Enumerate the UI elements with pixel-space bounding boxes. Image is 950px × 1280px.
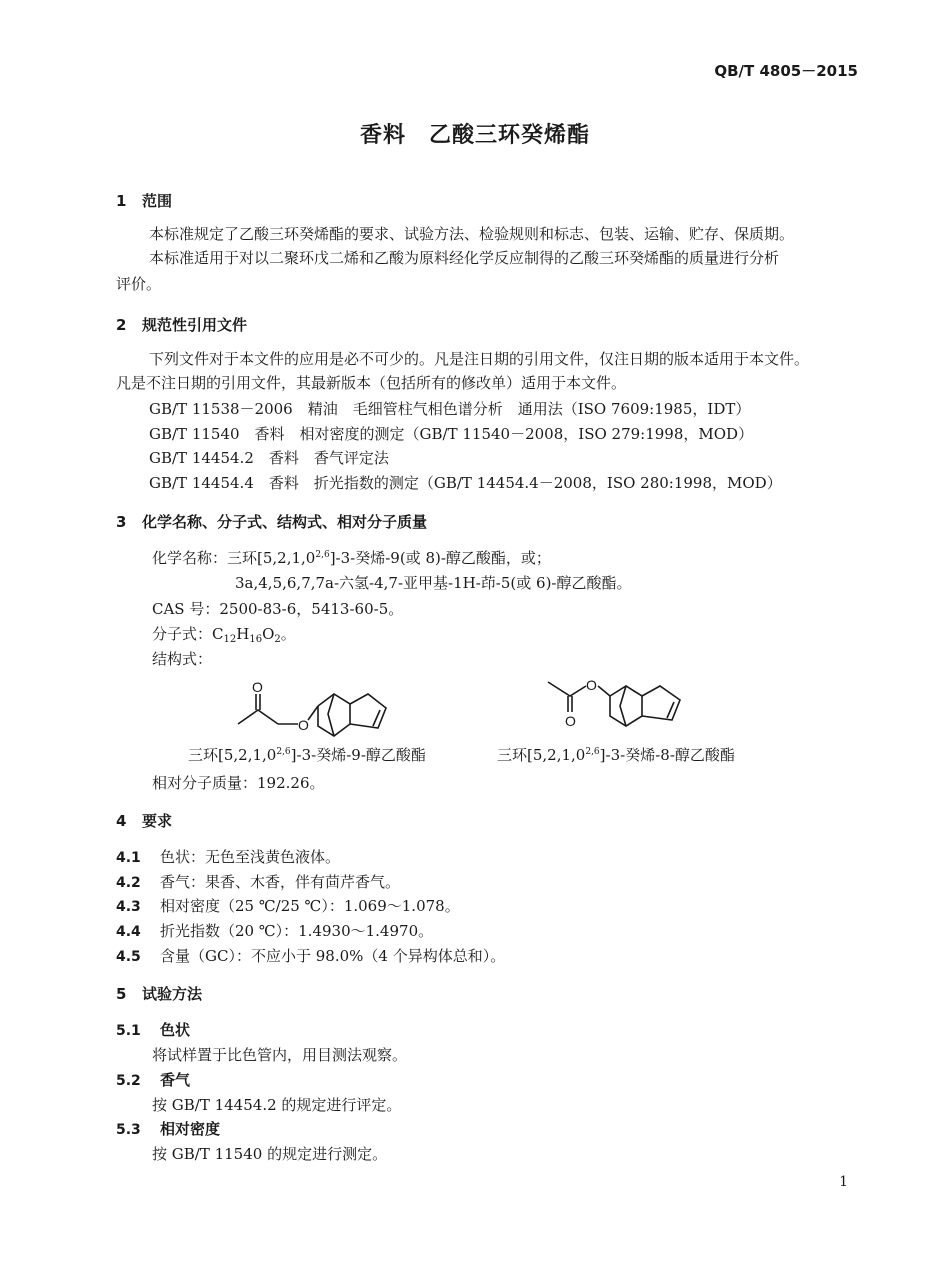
caption-superscript: 2,6 xyxy=(585,747,600,757)
formula-element: H xyxy=(236,625,250,643)
scope-paragraph-2-line-2: 评价。 xyxy=(116,275,162,293)
item-number: 4.3 xyxy=(116,899,141,915)
subsection-heading xyxy=(116,1118,220,1139)
subsection-title: 香气 xyxy=(160,1071,191,1089)
requirement-item xyxy=(116,870,400,895)
reference-item: GB/T 11538－2006 精油 毛细管柱气相色谱分析 通用法（ISO 7609:1985，IDT） xyxy=(149,400,751,418)
chemical-name-part: ]-3-癸烯-9(或 8)-醇乙酸酯，或； xyxy=(329,549,551,567)
scope-paragraph-2-line-1: 本标准适用于对以二聚环戊二烯和乙酸为原料经化学反应制得的乙酸三环癸烯酯的质量进行分析 xyxy=(149,249,780,267)
formula-end: 。 xyxy=(280,625,296,643)
chemical-name-label: 化学名称： xyxy=(152,549,228,567)
section-number: 1 xyxy=(116,192,127,210)
item-text: 色状：无色至浅黄色液体。 xyxy=(160,848,341,866)
structure-8-ol-acetate xyxy=(540,672,710,736)
requirement-item xyxy=(116,845,340,870)
subsection-text: 将试样置于比色管内，用目测法观察。 xyxy=(152,1046,408,1064)
normative-intro-line-1: 下列文件对于本文件的应用是必不可少的。凡是注日期的引用文件，仅注日期的版本适用于本文件。 xyxy=(149,350,810,368)
section-5-heading xyxy=(116,983,202,1004)
chemical-name-line-2: 3a,4,5,6,7,7a-六氢-4,7-亚甲基-1H-茚-5(或 6)-醇乙酸酯。 xyxy=(235,574,632,592)
section-number: 5 xyxy=(116,985,127,1003)
item-number: 4.5 xyxy=(116,949,141,965)
caption-part: 三环[5,2,1,0 xyxy=(188,746,277,764)
normative-intro-line-2: 凡是不注日期的引用文件，其最新版本（包括所有的修改单）适用于本文件。 xyxy=(116,374,627,392)
scope-paragraph-1: 本标准规定了乙酸三环癸烯酯的要求、试验方法、检验规则和标志、包装、运输、贮存、保质期。 xyxy=(149,225,795,243)
subsection-number: 5.1 xyxy=(116,1023,141,1039)
reference-item: GB/T 11540 香料 相对密度的测定（GB/T 11540－2008，ISO 279:1998，MOD） xyxy=(149,425,754,443)
acetyl-bonds xyxy=(548,682,586,696)
section-4-heading xyxy=(116,810,172,831)
formula-subscript: 12 xyxy=(223,634,237,645)
structure-ester-oxygen xyxy=(228,680,398,740)
cas-number: CAS 号：2500-83-6，5413-60-5。 xyxy=(152,600,404,618)
section-title: 要求 xyxy=(142,812,173,830)
item-number: 4.4 xyxy=(116,924,141,940)
item-text: 香气：果香、木香，伴有茴芹香气。 xyxy=(160,873,401,891)
caption-superscript: 2,6 xyxy=(276,747,291,757)
formula-subscript: 16 xyxy=(249,634,263,645)
standard-code: QB/T 4805－2015 xyxy=(714,62,858,80)
requirement-item xyxy=(116,894,460,919)
formula-label: 分子式： xyxy=(152,625,213,643)
chemical-name-line-1 xyxy=(152,546,551,570)
chemical-name-part: 三环[5,2,1,0 xyxy=(227,549,316,567)
formula-subscript: 2 xyxy=(274,634,281,645)
item-text: 折光指数（20 ℃）：1.4930～1.4970。 xyxy=(160,922,434,940)
ester-oxygen: O xyxy=(298,717,309,733)
subsection-title: 相对密度 xyxy=(160,1120,221,1138)
molecular-weight: 相对分子质量：192.26。 xyxy=(152,774,325,792)
section-title: 试验方法 xyxy=(142,985,203,1003)
section-number: 2 xyxy=(116,316,127,334)
cyclohexane-ring xyxy=(610,686,642,726)
subsection-text: 按 GB/T 11540 的规定进行测定。 xyxy=(152,1145,388,1163)
chemical-name-superscript: 2,6 xyxy=(315,550,330,560)
subsection-text: 按 GB/T 14454.2 的规定进行评定。 xyxy=(152,1096,402,1114)
ester-oxygen: O xyxy=(586,677,597,693)
caption-part: 三环[5,2,1,0 xyxy=(497,746,586,764)
formula-element: C xyxy=(212,625,224,643)
section-1-heading xyxy=(116,190,172,211)
carbonyl-oxygen: O xyxy=(252,680,263,695)
item-text: 含量（GC）：不应小于 98.0%（4 个异构体总和）。 xyxy=(160,947,506,965)
section-number: 4 xyxy=(116,812,127,830)
document-title: 香料 乙酸三环癸烯酯 xyxy=(359,123,590,148)
item-text: 相对密度（25 ℃/25 ℃）：1.069～1.078。 xyxy=(160,897,460,915)
section-title: 化学名称、分子式、结构式、相对分子质量 xyxy=(142,513,428,531)
ester-bond xyxy=(598,686,610,696)
molecular-formula xyxy=(152,622,296,646)
item-number: 4.1 xyxy=(116,850,141,866)
section-number: 3 xyxy=(116,513,127,531)
structure-caption-1 xyxy=(188,744,426,765)
section-title: 规范性引用文件 xyxy=(142,316,248,334)
section-title: 范围 xyxy=(142,192,173,210)
structure-label: 结构式： xyxy=(152,650,213,668)
caption-part: ]-3-癸烯-9-醇乙酸酯 xyxy=(290,746,426,764)
carbonyl-oxygen: O xyxy=(565,713,576,729)
section-3-heading xyxy=(116,511,427,532)
section-2-heading xyxy=(116,314,247,335)
subsection-title: 色状 xyxy=(160,1021,191,1039)
page-number: 1 xyxy=(839,1174,848,1190)
formula-element: O xyxy=(262,625,275,643)
requirement-item xyxy=(116,944,505,969)
reference-item: GB/T 14454.2 香料 香气评定法 xyxy=(149,449,389,467)
requirement-item xyxy=(116,919,433,944)
subsection-heading xyxy=(116,1019,190,1040)
structure-caption-2 xyxy=(497,744,735,765)
subsection-number: 5.3 xyxy=(116,1122,141,1138)
reference-item: GB/T 14454.4 香料 折光指数的测定（GB/T 14454.4－2008，ISO 280:1998，MOD） xyxy=(149,474,782,492)
methylene-bridge xyxy=(620,686,626,726)
subsection-number: 5.2 xyxy=(116,1073,141,1089)
caption-part: ]-3-癸烯-8-醇乙酸酯 xyxy=(599,746,735,764)
subsection-heading xyxy=(116,1069,190,1090)
item-number: 4.2 xyxy=(116,875,141,891)
